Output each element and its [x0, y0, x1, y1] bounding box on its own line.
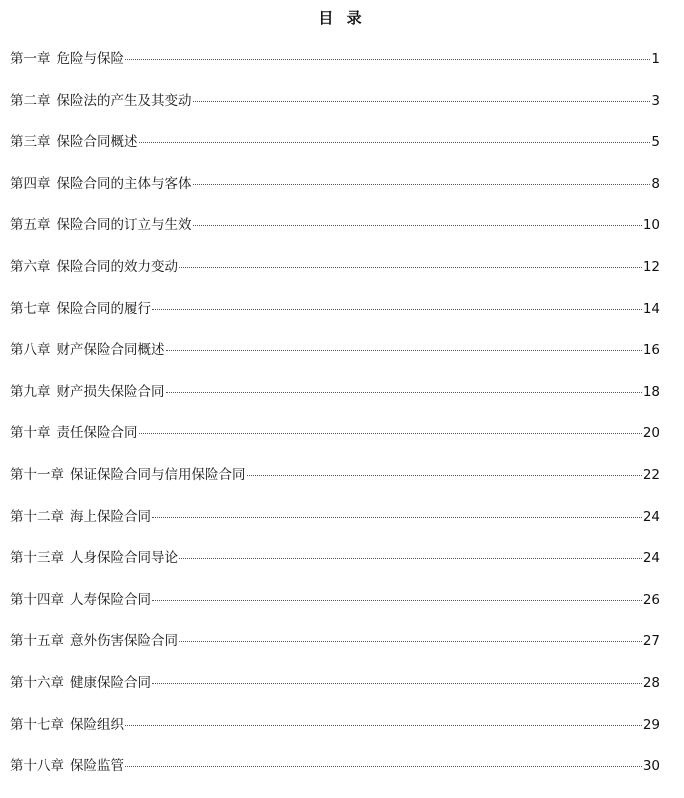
toc-entry — [10, 215, 660, 257]
toc-entry — [10, 756, 660, 798]
dot-leader — [193, 225, 642, 226]
dot-leader — [139, 142, 651, 143]
toc-entry — [10, 132, 660, 174]
page-title: 目 录 — [318, 9, 366, 27]
chapter-title: 责任保险合同 — [56, 425, 138, 442]
chapter-number: 第十五章 — [10, 633, 64, 650]
chapter-title: 意外伤害保险合同 — [70, 633, 178, 650]
chapter-number: 第一章 — [10, 51, 51, 67]
chapter-number: 第十四章 — [10, 591, 64, 608]
toc-entry — [10, 382, 660, 424]
chapter-number: 第十三章 — [10, 550, 64, 567]
dot-leader — [152, 517, 642, 518]
toc-list — [10, 49, 660, 798]
chapter-number: 第十二章 — [10, 508, 64, 525]
toc-entry — [10, 507, 660, 549]
chapter-title: 保证保险合同与信用保险合同 — [70, 466, 246, 483]
page-number: 1 — [651, 51, 660, 67]
page-number: 3 — [651, 92, 660, 109]
chapter-title: 财产保险合同概述 — [56, 342, 165, 359]
dot-leader — [125, 59, 650, 60]
toc-entry — [10, 91, 660, 133]
page-number: 22 — [642, 466, 660, 483]
page-number: 5 — [651, 134, 660, 151]
page-number: 24 — [642, 508, 660, 525]
dot-leader — [179, 641, 642, 642]
chapter-number: 第十七章 — [10, 716, 64, 733]
chapter-title: 海上保险合同 — [70, 508, 151, 525]
chapter-number: 第十章 — [10, 425, 51, 442]
page-number: 26 — [642, 591, 660, 608]
toc-entry — [10, 673, 660, 715]
chapter-title: 保险组织 — [70, 716, 124, 733]
page-number: 18 — [642, 383, 660, 400]
chapter-title: 健康保险合同 — [70, 674, 151, 691]
dot-leader — [179, 558, 642, 559]
dot-leader — [247, 475, 642, 476]
dot-leader — [152, 309, 642, 310]
dot-leader — [125, 766, 642, 767]
chapter-number: 第四章 — [10, 175, 51, 192]
page-number: 10 — [642, 217, 660, 234]
toc-entry — [10, 631, 660, 673]
chapter-number: 第九章 — [10, 383, 51, 400]
page-number: 16 — [642, 342, 660, 359]
dot-leader — [125, 725, 642, 726]
toc-entry — [10, 174, 660, 216]
chapter-title: 人身保险合同导论 — [70, 550, 178, 567]
chapter-title: 保险监管 — [70, 758, 124, 775]
chapter-title: 保险合同的效力变动 — [56, 258, 178, 275]
page-number: 20 — [642, 425, 660, 442]
chapter-title: 保险合同的主体与客体 — [56, 175, 192, 192]
toc-entry — [10, 548, 660, 590]
toc-entry — [10, 423, 660, 465]
toc-entry — [10, 257, 660, 299]
toc-entry — [10, 715, 660, 757]
toc-entry — [10, 340, 660, 382]
dot-leader — [193, 101, 651, 102]
chapter-title: 保险合同的履行 — [56, 300, 151, 317]
chapter-number: 第十八章 — [10, 758, 64, 775]
chapter-title: 人寿保险合同 — [70, 591, 151, 608]
chapter-title: 危险与保险 — [56, 51, 124, 67]
chapter-number: 第五章 — [10, 217, 51, 234]
page-number: 14 — [642, 300, 660, 317]
dot-leader — [152, 683, 642, 684]
chapter-number: 第十六章 — [10, 674, 64, 691]
chapter-title: 保险合同的订立与生效 — [56, 217, 192, 234]
chapter-number: 第六章 — [10, 258, 51, 275]
dot-leader — [152, 600, 642, 601]
page-number: 27 — [642, 633, 660, 650]
chapter-number: 第三章 — [10, 134, 51, 151]
page-number: 8 — [651, 175, 660, 192]
dot-leader — [166, 350, 642, 351]
toc-entry — [10, 49, 660, 91]
page-number: 28 — [642, 674, 660, 691]
toc-entry — [10, 299, 660, 341]
chapter-number: 第八章 — [10, 342, 51, 359]
toc-entry — [10, 465, 660, 507]
chapter-title: 财产损失保险合同 — [56, 383, 165, 400]
chapter-number: 第十一章 — [10, 466, 64, 483]
dot-leader — [193, 184, 651, 185]
chapter-title: 保险法的产生及其变动 — [56, 92, 192, 109]
dot-leader — [179, 267, 642, 268]
toc-entry — [10, 590, 660, 632]
page-number: 24 — [642, 550, 660, 567]
chapter-title: 保险合同概述 — [56, 134, 138, 151]
dot-leader — [166, 392, 642, 393]
page-number: 30 — [642, 758, 660, 775]
page-number: 29 — [642, 716, 660, 733]
chapter-number: 第二章 — [10, 92, 51, 109]
page-number: 12 — [642, 258, 660, 275]
dot-leader — [139, 433, 642, 434]
chapter-number: 第七章 — [10, 300, 51, 317]
